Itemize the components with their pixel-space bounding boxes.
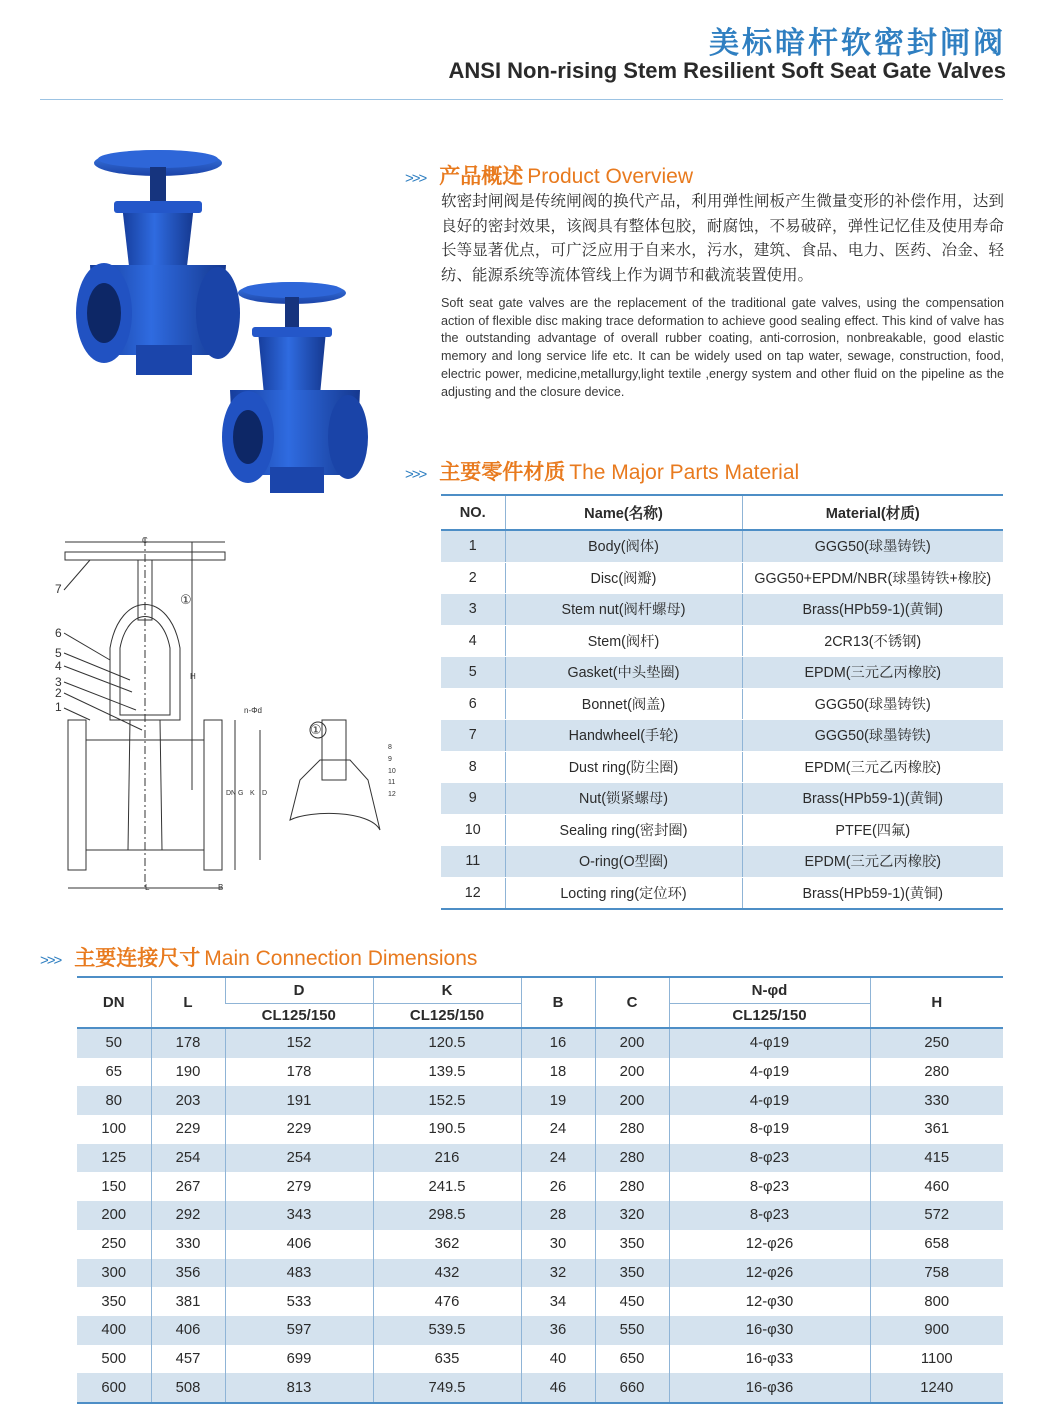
parts-row (441, 846, 1003, 878)
valve-large (76, 150, 240, 375)
parts-row-cell: GGG50(球墨铸铁) (742, 530, 1003, 562)
dims-row (77, 1172, 1003, 1201)
valve-technical-drawing (50, 530, 410, 900)
dims-row-cell: 4-φ19 (669, 1028, 870, 1058)
dimensions-table-body (77, 1028, 1003, 1403)
parts-row (441, 751, 1003, 783)
col-n-d: N-φd (669, 977, 870, 1004)
col-name: Name(名称) (505, 495, 742, 530)
parts-row (441, 877, 1003, 909)
parts-row-cell: 2 (441, 562, 505, 594)
dims-row-cell: 16-φ33 (669, 1345, 870, 1374)
dims-row (77, 1316, 1003, 1345)
dims-row-cell: 12-φ26 (669, 1230, 870, 1259)
dims-row-cell: 539.5 (373, 1316, 521, 1345)
dims-row-cell: 30 (521, 1230, 595, 1259)
dims-row-cell: 36 (521, 1316, 595, 1345)
overview-heading-cn: 产品概述 (439, 165, 524, 188)
dims-row (77, 1144, 1003, 1173)
col-d: D (225, 977, 373, 1004)
dims-row-cell: 406 (225, 1230, 373, 1259)
col-dn: DN (77, 977, 151, 1028)
dims-header-row (77, 977, 1003, 1004)
parts-heading (405, 456, 799, 486)
parts-row-cell: Dust ring(防尘圈) (505, 751, 742, 783)
dims-row-cell: 26 (521, 1172, 595, 1201)
parts-row-cell: Handwheel(手轮) (505, 720, 742, 752)
dims-row (77, 1259, 1003, 1288)
dims-row-cell: 216 (373, 1144, 521, 1173)
parts-row (441, 530, 1003, 562)
parts-row-cell: 8 (441, 751, 505, 783)
parts-row-cell: 11 (441, 846, 505, 878)
dims-row-cell: 432 (373, 1259, 521, 1288)
header-divider (40, 99, 1003, 100)
parts-row (441, 688, 1003, 720)
dims-row-cell: 8-φ23 (669, 1144, 870, 1173)
dims-row-cell: 279 (225, 1172, 373, 1201)
dims-row-cell: 229 (225, 1115, 373, 1144)
dims-row-cell: 508 (151, 1373, 225, 1403)
callout-1: 1 (55, 700, 62, 714)
detail-callout-8: 8 (388, 744, 392, 751)
dims-row-cell: 125 (77, 1144, 151, 1173)
parts-row-cell: EPDM(三元乙丙橡胶) (742, 846, 1003, 878)
col-material: Material(材质) (742, 495, 1003, 530)
dims-row-cell: 550 (595, 1316, 669, 1345)
detail-marker-2: ① (310, 722, 322, 737)
dims-row-cell: 483 (225, 1259, 373, 1288)
parts-heading-en: The Major Parts Material (569, 461, 800, 484)
dims-row-cell: 19 (521, 1086, 595, 1115)
callout-2: 2 (55, 686, 62, 700)
dims-row-cell: 356 (151, 1259, 225, 1288)
parts-row-cell: 1 (441, 530, 505, 562)
parts-row (441, 594, 1003, 626)
dims-row-cell: 362 (373, 1230, 521, 1259)
parts-row-cell: Bonnet(阀盖) (505, 688, 742, 720)
callout-5: 5 (55, 646, 62, 660)
dims-row-cell: 280 (595, 1144, 669, 1173)
parts-row-cell: 6 (441, 688, 505, 720)
parts-row-cell: 3 (441, 594, 505, 626)
parts-row-cell: Nut(锁紧螺母) (505, 783, 742, 815)
detail-marker: ① (180, 592, 192, 607)
dims-row-cell: 16-φ30 (669, 1316, 870, 1345)
dim-label-dn: DN (226, 790, 237, 797)
dims-row-cell: 600 (77, 1373, 151, 1403)
dimensions-heading-en: Main Connection Dimensions (204, 947, 478, 970)
col-h: H (870, 977, 1003, 1028)
page-title-en: ANSI Non-rising Stem Resilient Soft Seat Gate Valves (448, 58, 1006, 83)
detail-callout-9: 9 (388, 756, 392, 763)
parts-row-cell: Stem(阀杆) (505, 625, 742, 657)
dims-row-cell: 4-φ19 (669, 1058, 870, 1087)
valve-product-photo (70, 145, 400, 505)
dims-row-cell: 415 (870, 1144, 1003, 1173)
dims-row-cell: 120.5 (373, 1028, 521, 1058)
parts-row-cell: Brass(HPb59-1)(黄铜) (742, 783, 1003, 815)
dims-row-cell: 152.5 (373, 1086, 521, 1115)
dims-row-cell: 572 (870, 1201, 1003, 1230)
dims-row-cell: 350 (595, 1230, 669, 1259)
detail-callout-10: 10 (388, 768, 396, 775)
dims-row-cell: 4-φ19 (669, 1086, 870, 1115)
overview-heading (405, 160, 693, 190)
dims-row-cell: 381 (151, 1287, 225, 1316)
parts-row (441, 783, 1003, 815)
overview-text-en: Soft seat gate valves are the replacement of the traditional gate valves, using the compensation action of flexible disc making trace deformation to achieve good sealing effect. This kind of valve has the outstanding advantage of overall rubber coating, anti-corrosion, nonbreakable, good elastic memory and long service life etc. It can be widely used on tap water, sewage, construction, food, electric power, medicine,metallurgy,light textile ,energy system and other fluid on the pipeline as the adjusting and the closure device. (441, 296, 1004, 399)
col-l: L (151, 977, 225, 1028)
parts-row-cell: GGG50+EPDM/NBR(球墨铸铁+橡胶) (742, 562, 1003, 594)
dims-row-cell: 254 (225, 1144, 373, 1173)
parts-heading-cn: 主要零件材质 (439, 461, 566, 484)
dims-row-cell: 635 (373, 1345, 521, 1374)
dims-row-cell: 1100 (870, 1345, 1003, 1374)
dims-row (77, 1345, 1003, 1374)
dims-row-cell: 40 (521, 1345, 595, 1374)
dim-label-g: G (238, 790, 244, 797)
dims-row-cell: 8-φ23 (669, 1172, 870, 1201)
parts-row-cell: 9 (441, 783, 505, 815)
dims-row-cell: 749.5 (373, 1373, 521, 1403)
dim-label-b: B (218, 883, 224, 892)
dims-row (77, 1028, 1003, 1058)
dims-row (77, 1287, 1003, 1316)
dims-row (77, 1115, 1003, 1144)
parts-row-cell: 10 (441, 814, 505, 846)
parts-row-cell: EPDM(三元乙丙橡胶) (742, 751, 1003, 783)
parts-row (441, 814, 1003, 846)
parts-row-cell: 12 (441, 877, 505, 909)
dims-row (77, 1058, 1003, 1087)
dims-row-cell: 250 (101, 1236, 127, 1253)
callout-4: 4 (55, 659, 62, 673)
dims-row-cell: 100 (101, 1121, 127, 1138)
parts-row-cell: Sealing ring(密封圈) (505, 814, 742, 846)
dims-row-cell: 292 (151, 1201, 225, 1230)
col-b: B (521, 977, 595, 1028)
dim-label-k: K (250, 790, 255, 797)
dim-label-d: D (262, 790, 268, 797)
dims-row-cell: 16 (521, 1028, 595, 1058)
dims-row-cell: 800 (870, 1287, 1003, 1316)
dim-label-nd: n-Φd (244, 706, 262, 715)
parts-row (441, 720, 1003, 752)
dims-row (77, 1230, 1003, 1259)
col-d-class: CL125/150 (225, 1004, 373, 1029)
dims-row-cell: 203 (151, 1086, 225, 1115)
valve-small (222, 282, 368, 493)
dims-row-cell: 18 (521, 1058, 595, 1087)
dims-row-cell: 813 (225, 1373, 373, 1403)
dims-row-cell: 597 (225, 1316, 373, 1345)
dims-row-cell: 12-φ26 (669, 1259, 870, 1288)
dims-row-cell: 24 (521, 1115, 595, 1144)
dims-row-cell: 320 (595, 1201, 669, 1230)
dims-row-cell: 699 (225, 1345, 373, 1374)
dims-row-cell: 460 (870, 1172, 1003, 1201)
dims-row-cell: 280 (870, 1058, 1003, 1087)
dims-row-cell: 476 (373, 1287, 521, 1316)
dimensions-heading (40, 942, 477, 972)
dims-row-cell: 267 (151, 1172, 225, 1201)
detail-callout-11: 11 (388, 779, 396, 786)
parts-row-cell: Brass(HPb59-1)(黄铜) (742, 594, 1003, 626)
parts-row-cell: 4 (441, 625, 505, 657)
dims-row-cell: 330 (151, 1230, 225, 1259)
dims-row-cell: 8-φ23 (669, 1201, 870, 1230)
overview-text-cn: 软密封闸阀是传统闸阀的换代产品，利用弹性闸板产生微量变形的补偿作用，达到良好的密封效果，该阀具有整体包胶，耐腐蚀，不易破碎，弹性记忆佳及使用寿命长等显著优点，可广泛应用于自来水，污水，建筑、食品、电力、医药、冶金、轻纺、能源系统等流体管线上作为调节和截流装置使用。 (441, 193, 1004, 284)
dims-row-cell: 178 (151, 1028, 225, 1058)
dims-row-cell: 361 (870, 1115, 1003, 1144)
dims-row-cell: 350 (101, 1293, 127, 1310)
dims-row-cell: 280 (595, 1172, 669, 1201)
dims-row-cell: 178 (225, 1058, 373, 1087)
dims-row-cell: 152 (225, 1028, 373, 1058)
dims-row-cell: 16-φ36 (669, 1373, 870, 1403)
parts-row (441, 625, 1003, 657)
col-n-d-class: CL125/150 (669, 1004, 870, 1029)
dims-row-cell: 660 (595, 1373, 669, 1403)
dims-row-cell: 50 (77, 1028, 151, 1058)
dims-row-cell: 450 (595, 1287, 669, 1316)
dims-row-cell: 500 (101, 1350, 127, 1367)
dims-row-cell: 900 (870, 1316, 1003, 1345)
parts-row-cell: 5 (441, 657, 505, 689)
parts-row-cell: GGG50(球墨铸铁) (742, 688, 1003, 720)
dims-row-cell: 200 (595, 1028, 669, 1058)
parts-row-cell: EPDM(三元乙丙橡胶) (742, 657, 1003, 689)
dims-row-cell: 80 (77, 1086, 151, 1115)
parts-row (441, 657, 1003, 689)
parts-row-cell: O-ring(O型圈) (505, 846, 742, 878)
dims-row (77, 1373, 1003, 1403)
dims-row-cell: 32 (521, 1259, 595, 1288)
dims-row-cell: 229 (151, 1115, 225, 1144)
parts-row-cell: 2CR13(不锈钢) (742, 625, 1003, 657)
dims-row-cell: 190.5 (373, 1115, 521, 1144)
dims-row-cell: 200 (595, 1058, 669, 1087)
dims-row-cell: 65 (105, 1064, 122, 1081)
parts-row-cell: 7 (441, 720, 505, 752)
col-no: NO. (441, 495, 505, 530)
parts-row-cell: GGG50(球墨铸铁) (742, 720, 1003, 752)
page-title-cn: 美标暗杆软密封闸阀 (709, 27, 1006, 60)
parts-row-cell: Body(阀体) (505, 530, 742, 562)
dim-label-c: C (142, 536, 148, 545)
parts-table-body (441, 530, 1003, 909)
dims-row-cell: 350 (595, 1259, 669, 1288)
dims-row-cell: 200 (77, 1201, 151, 1230)
chevrons-right-icon: >>> (405, 466, 426, 483)
dims-row-cell: 34 (521, 1287, 595, 1316)
dim-label-l: L (145, 883, 150, 892)
dimensions-table (77, 976, 1003, 1404)
dims-row-cell: 406 (151, 1316, 225, 1345)
overview-heading-en: Product Overview (527, 165, 694, 188)
dims-row-cell: 330 (870, 1086, 1003, 1115)
dims-row-cell: 400 (77, 1316, 151, 1345)
dims-row-cell: 24 (521, 1144, 595, 1173)
dims-row-cell: 298.5 (373, 1201, 521, 1230)
parts-row-cell: Gasket(中头垫圈) (505, 657, 742, 689)
callout-7: 7 (55, 582, 62, 596)
dims-row-cell: 300 (77, 1259, 151, 1288)
col-c: C (595, 977, 669, 1028)
dims-row-cell: 533 (225, 1287, 373, 1316)
dim-label-h: H (190, 672, 196, 681)
parts-row-cell: Disc(阀瓣) (505, 562, 742, 594)
dims-row-cell: 254 (151, 1144, 225, 1173)
dims-row-cell: 46 (521, 1373, 595, 1403)
dims-row-cell: 150 (101, 1178, 127, 1195)
dims-row-cell: 139.5 (373, 1058, 521, 1087)
dims-row-cell: 250 (870, 1028, 1003, 1058)
dims-row-cell: 241.5 (373, 1172, 521, 1201)
dims-row-cell: 650 (595, 1345, 669, 1374)
dimensions-heading-cn: 主要连接尺寸 (74, 947, 201, 970)
dims-row-cell: 280 (595, 1115, 669, 1144)
dims-row (77, 1201, 1003, 1230)
dims-row-cell: 343 (225, 1201, 373, 1230)
chevrons-right-icon: >>> (40, 952, 61, 969)
dims-row-cell: 12-φ30 (669, 1287, 870, 1316)
dims-row-cell: 758 (870, 1259, 1003, 1288)
parts-material-table (441, 494, 1003, 910)
dims-row-cell: 190 (151, 1058, 225, 1087)
dims-row-cell: 8-φ19 (669, 1115, 870, 1144)
dims-row (77, 1086, 1003, 1115)
dims-row-cell: 1240 (870, 1373, 1003, 1403)
dims-row-cell: 28 (521, 1201, 595, 1230)
chevrons-right-icon: >>> (405, 170, 426, 187)
callout-3: 3 (55, 675, 62, 689)
parts-row-cell: Locting ring(定位环) (505, 877, 742, 909)
parts-row (441, 562, 1003, 594)
parts-row-cell: Stem nut(阀杆螺母) (505, 594, 742, 626)
dims-row-cell: 191 (225, 1086, 373, 1115)
dims-row-cell: 658 (870, 1230, 1003, 1259)
col-k: K (373, 977, 521, 1004)
callout-6: 6 (55, 626, 62, 640)
detail-callout-12: 12 (388, 791, 396, 798)
parts-table-header (441, 495, 1003, 530)
col-k-class: CL125/150 (373, 1004, 521, 1029)
dims-row-cell: 457 (151, 1345, 225, 1374)
parts-row-cell: Brass(HPb59-1)(黄铜) (742, 877, 1003, 909)
parts-row-cell: PTFE(四氟) (742, 814, 1003, 846)
dims-row-cell: 200 (595, 1086, 669, 1115)
